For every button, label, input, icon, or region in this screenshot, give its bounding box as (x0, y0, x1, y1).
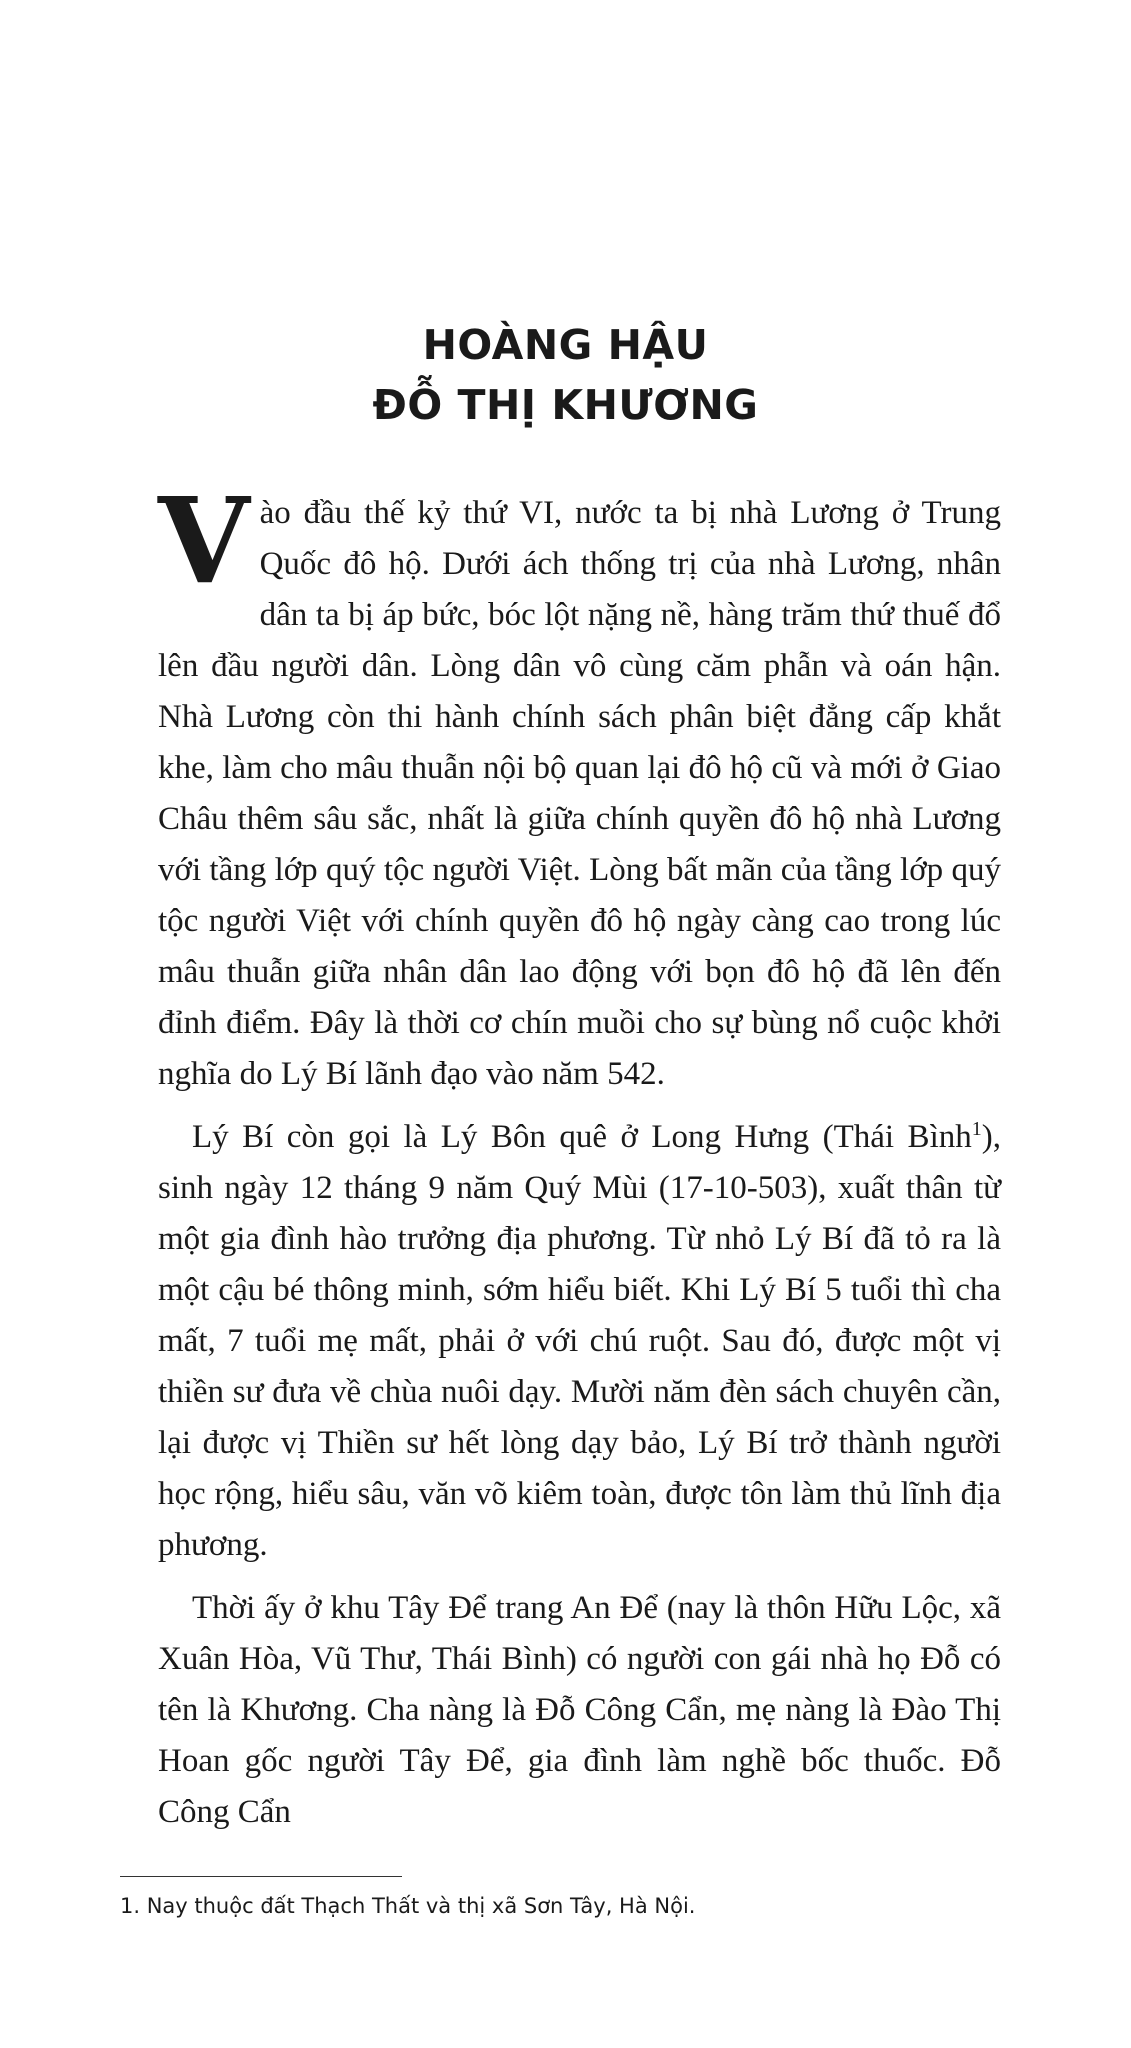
paragraph-1-text: ào đầu thế kỷ thứ VI, nước ta bị nhà Lương ở Trung Quốc đô hộ. Dưới ách thống trị của nhà Lương, nhân dân ta bị áp bức, bóc lột nặng nề, hàng trăm thứ thuế đổ lên đầu người dân. Lòng dân vô cùng căm phẫn và oán hận. Nhà Lương còn thi hành chính sách phân biệt đẳng cấp khắt khe, làm cho mâu thuẫn nội bộ quan lại đô hộ cũ và mới ở Giao Châu thêm sâu sắc, nhất là giữa chính quyền đô hộ nhà Lương với tầng lớp quý tộc người Việt. Lòng bất mãn của tầng lớp quý tộc người Việt với chính quyền đô hộ ngày càng cao trong lúc mâu thuẫn giữa nhân dân lao động với bọn đô hộ đã lên đến đỉnh điểm. Đây là thời cơ chín muồi cho sự bùng nổ cuộc khởi nghĩa do Lý Bí lãnh đạo vào năm 542. (158, 495, 1001, 1092)
paragraph-2-text-after: ), sinh ngày 12 tháng 9 năm Quý Mùi (17-10-503), xuất thân từ một gia đình hào trưởng địa phương. Từ nhỏ Lý Bí đã tỏ ra là một cậu bé thông minh, sớm hiểu biết. Khi Lý Bí 5 tuổi thì cha mất, 7 tuổi mẹ mất, phải ở với chú ruột. Sau đó, được một vị thiền sư đưa về chùa nuôi dạy. Mười năm đèn sách chuyên cần, lại được vị Thiền sư hết lòng dạy bảo, Lý Bí trở thành người học rộng, hiểu sâu, văn võ kiêm toàn, được tôn làm thủ lĩnh địa phương. (158, 1119, 1001, 1563)
drop-cap: V (158, 471, 250, 610)
footnote: 1. Nay thuộc đất Thạch Thất và thị xã Sơn Tây, Hà Nội. (120, 1894, 696, 1918)
chapter-title-line-1: HOÀNG HẬU (422, 321, 709, 369)
paragraph-1 (158, 471, 1001, 1100)
footnote-reference: 1 (971, 1118, 982, 1140)
chapter-title-line-2: ĐỖ THỊ KHƯƠNG (372, 381, 759, 429)
paragraph-3: Thời ấy ở khu Tây Để trang An Để (nay là thôn Hữu Lộc, xã Xuân Hòa, Vũ Thư, Thái Bình) có người con gái nhà họ Đỗ có tên là Khương. Cha nàng là Đỗ Công Cẩn, mẹ nàng là Đào Thị Hoan gốc người Tây Để, gia đình làm nghề bốc thuốc. Đỗ Công Cẩn (158, 1590, 1001, 1830)
paragraph-2 (158, 1112, 1001, 1571)
footnote-divider (120, 1876, 402, 1877)
body-text (158, 471, 1001, 1838)
paragraph-2-text-before: Lý Bí còn gọi là Lý Bôn quê ở Long Hưng (Thái Bình (192, 1119, 972, 1155)
